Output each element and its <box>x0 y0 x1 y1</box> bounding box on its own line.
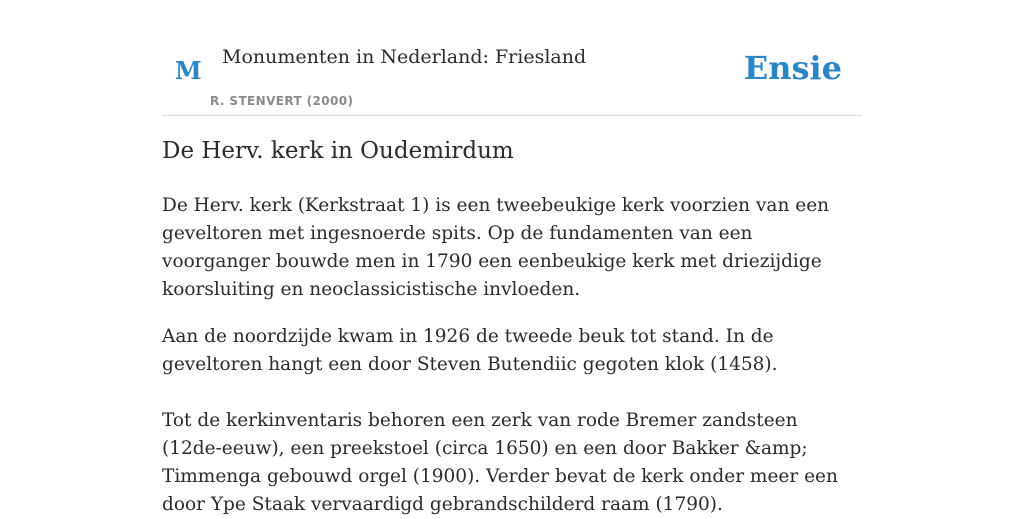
article-title: De Herv. kerk in Oudemirdum <box>162 138 514 164</box>
article-paragraph: Tot de kerkinventaris behoren een zerk van rode Bremer zandsteen (12de-eeuw), een preekstoel (circa 1650) en een door Bakker &amp; Timmenga gebouwd orgel (1900). Verder bevat de kerk onder meer een door Ype Staak vervaardigd gebrandschilderd raam (1790). <box>162 410 838 515</box>
page-header <box>162 0 862 116</box>
source-author: R. STENVERT (2000) <box>210 94 354 108</box>
ensie-logo-link[interactable]: Ensie <box>743 49 842 87</box>
article-paragraph: Aan de noordzijde kwam in 1926 de tweede beuk tot stand. In de geveltoren hangt een door Steven Butendiic gegoten klok (1458). <box>162 326 778 375</box>
source-book-title[interactable]: Monumenten in Nederland: Friesland <box>222 46 587 68</box>
article-paragraph: De Herv. kerk (Kerkstraat 1) is een tweebeukige kerk voorzien van een geveltoren met ingesnoerde spits. Op de fundamenten van een voorganger bouwde men in 1790 een eenbeukige kerk met driezijdige koorsluiting en neoclassicistische invloeden. <box>162 195 830 300</box>
page-container <box>162 0 862 515</box>
source-logo-icon[interactable]: M <box>175 56 202 85</box>
